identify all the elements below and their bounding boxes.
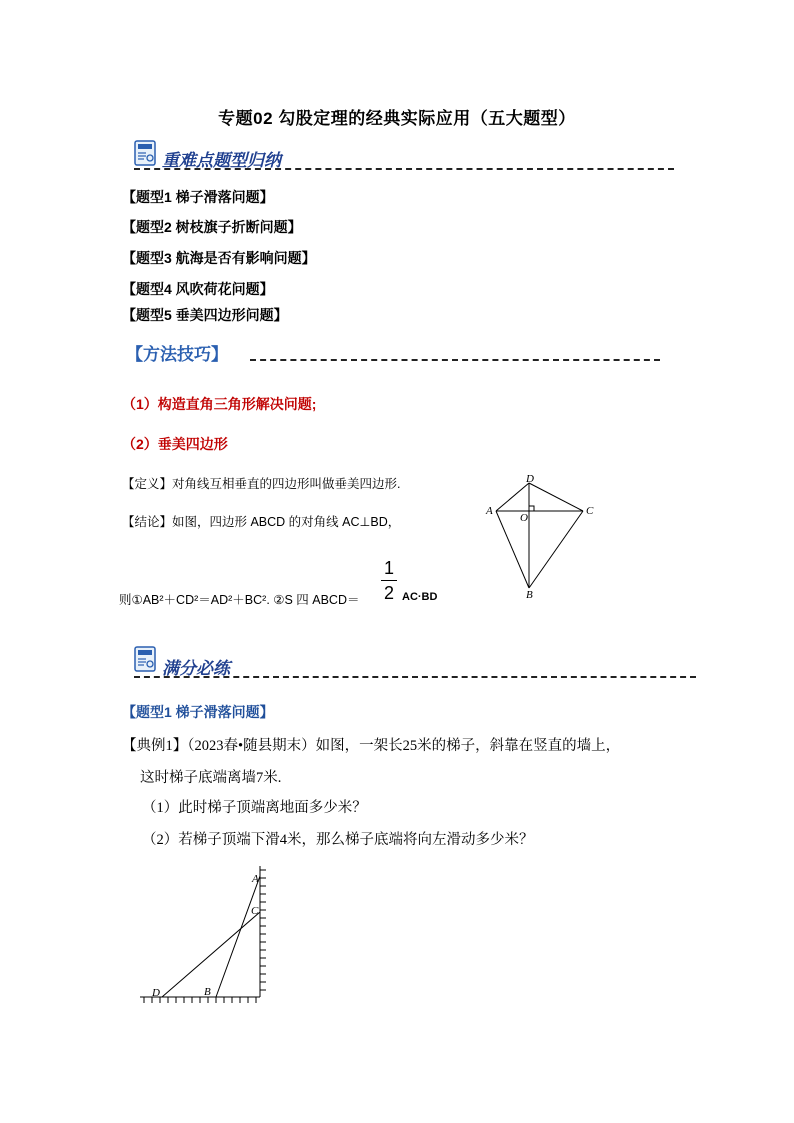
ladder-cd xyxy=(162,912,260,997)
method-point-2: （2）垂美四边形 xyxy=(122,436,228,452)
conclusion-text: 【结论】如图，四边形 ABCD 的对角线 AC⊥BD， xyxy=(122,515,401,529)
document-icon xyxy=(134,140,156,166)
fraction-bar xyxy=(381,580,397,581)
kite-diagram xyxy=(482,472,602,602)
question-type-1: 【题型1 梯子滑落问题】 xyxy=(122,189,274,205)
label-a: A xyxy=(252,873,259,885)
question-type-4: 【题型4 风吹荷花问题】 xyxy=(122,281,274,297)
question-type-2: 【题型2 树枝旗子折断问题】 xyxy=(122,219,302,235)
method-title: 【方法技巧】 xyxy=(126,345,228,365)
method-point-1: （1）构造直角三角形解决问题; xyxy=(122,396,317,412)
section-title: 满分必练 xyxy=(162,659,230,679)
label-c: C xyxy=(251,905,259,917)
example-question-2: （2）若梯子顶端下滑4米，那么梯子底端将向左滑动多少米？ xyxy=(142,832,534,848)
fraction-numerator: 1 xyxy=(383,558,394,578)
section-header-key-types xyxy=(134,140,674,174)
section-header-practice xyxy=(134,646,696,680)
example-line-1: 【典例1】（2023春•随县期末）如图，一架长25米的梯子，斜靠在竖直的墙上， xyxy=(122,738,621,754)
question-type-5: 【题型5 垂美四边形问题】 xyxy=(122,307,288,323)
side-cb xyxy=(529,511,583,588)
example-question-1: （1）此时梯子顶端离地面多少米？ xyxy=(142,800,367,816)
formula-prefix: 则①AB²＋CD²＝AD²＋BC². ②S 四 ABCD＝ xyxy=(119,593,360,607)
question-type-3: 【题型3 航海是否有影响问题】 xyxy=(122,250,316,266)
ladder-ab xyxy=(216,876,260,997)
side-ad xyxy=(496,483,529,511)
document-icon xyxy=(134,646,156,672)
page-title: 专题02 勾股定理的经典实际应用（五大题型） xyxy=(218,109,576,128)
example-line-2: 这时梯子底端离墙7米. xyxy=(140,770,282,786)
divider xyxy=(250,359,660,361)
label-b: B xyxy=(526,589,533,601)
section-title: 重难点题型归纳 xyxy=(162,151,281,171)
side-dc xyxy=(529,483,583,511)
divider xyxy=(134,168,674,170)
divider xyxy=(134,676,696,678)
label-o: O xyxy=(520,512,528,524)
ladder-diagram xyxy=(134,862,284,1012)
label-d: D xyxy=(152,987,160,999)
right-angle-mark xyxy=(529,506,534,511)
type1-header: 【题型1 梯子滑落问题】 xyxy=(122,704,274,720)
label-a: A xyxy=(486,505,493,517)
wall-hatching xyxy=(260,870,266,990)
fraction xyxy=(380,558,398,603)
label-b: B xyxy=(204,986,211,998)
label-d: D xyxy=(526,473,534,485)
label-c: C xyxy=(586,505,594,517)
ground-hatching xyxy=(144,997,256,1003)
fraction-denominator: 2 xyxy=(383,583,394,603)
definition-text: 【定义】对角线互相垂直的四边形叫做垂美四边形. xyxy=(122,477,401,491)
formula-suffix: AC·BD xyxy=(402,591,438,603)
